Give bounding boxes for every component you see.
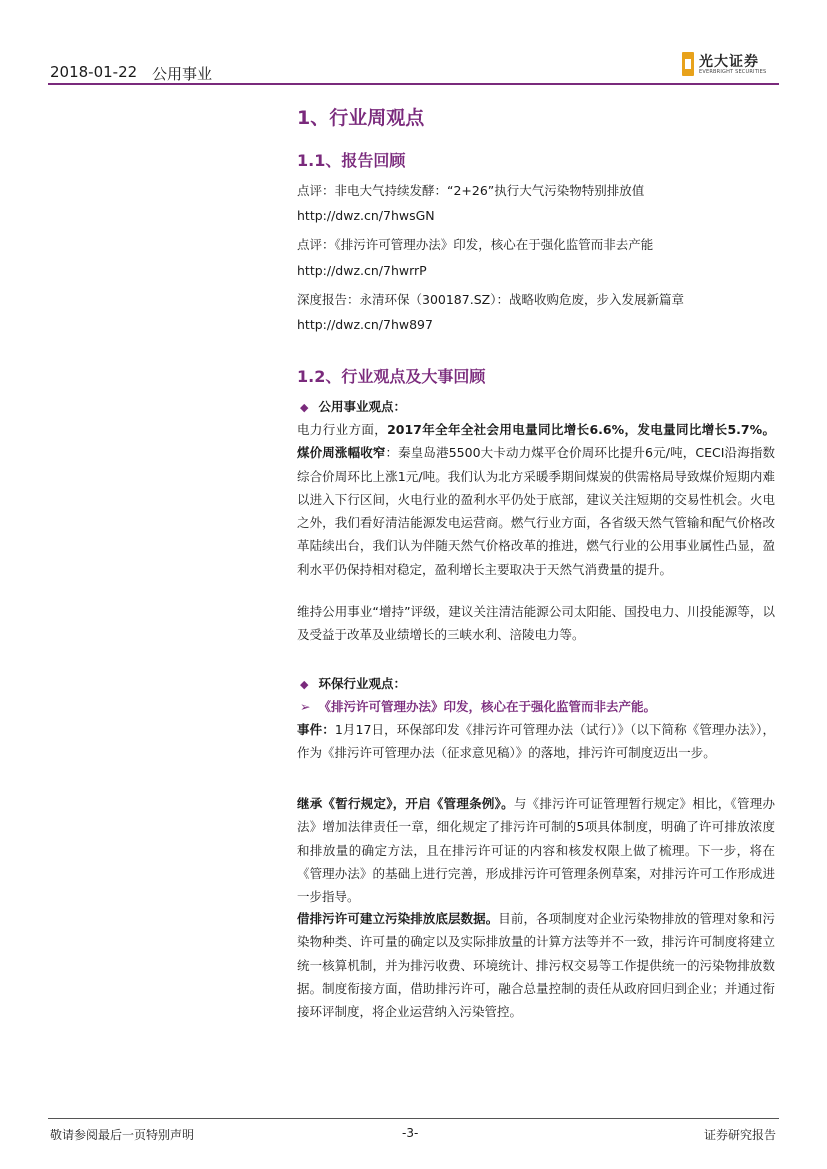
env-sub-bullet-text: 《排污许可管理办法》印发，核心在于强化监管而非去产能。 (318, 699, 656, 714)
logo-text-en: EVERBRIGHT SECURITIES (699, 69, 767, 75)
logo-text-cn: 光大证券 (699, 54, 759, 70)
utility-rating-paragraph: 维持公用事业“增持”评级，建议关注清洁能源公司太阳能、国投电力、川投能源等，以及受益于改革及业绩增长的三峡水利、涪陵电力等。 (297, 604, 775, 643)
brand-logo (682, 52, 782, 78)
report-link[interactable]: http://dwz.cn/7hwsGN (297, 208, 435, 223)
utility-text-intro: 电力行业方面， (297, 422, 388, 437)
diamond-icon: ◆ (300, 401, 309, 414)
footer-divider (48, 1118, 779, 1119)
report-line: 点评：非电大气持续发酵：“2+26”执行大气污染物特别排放值 (297, 183, 645, 198)
header-category: 公用事业 (152, 65, 213, 83)
inherit-paragraph (297, 792, 775, 908)
report-line: 点评：《排污许可管理办法》印发，核心在于强化监管而非去产能 (297, 237, 654, 252)
page-number: -3- (402, 1126, 419, 1140)
subsection-title-report-review: 1.1、报告回顾 (297, 151, 406, 170)
event-text: 1月17日，环保部印发《排污许可管理办法（试行）》（以下简称《管理办法》），作为《排污许可管理办法（征求意见稿）》的落地，排污许可制度迈出一步。 (297, 722, 775, 761)
footer-disclaimer: 敬请参阅最后一页特别声明 (50, 1128, 195, 1142)
utility-bullet-label: 公用事业观点： (318, 399, 406, 414)
event-label: 事件： (297, 722, 335, 737)
data-text: 目前，各项制度对企业污染物排放的管理对象和污染物种类、许可量的确定以及实际排放量的计算方法等并不一致，排污许可制度将建立统一核算机制，并为排污收费、环境统计、排污权交易等工作提供统一的污染物排放数据。制度衔接方面，借助排污许可，融合总量控制的责任从政府回归到企业；并通过衔接环评制度，将企业运营纳入污染管控。 (297, 911, 775, 1020)
data-label: 借排污许可建立污染排放底层数据。 (297, 911, 499, 926)
data-paragraph (297, 907, 775, 1023)
report-link[interactable]: http://dwz.cn/7hw897 (297, 317, 433, 332)
subsection-title-industry-views: 1.2、行业观点及大事回顾 (297, 367, 486, 386)
env-bullet-label: 环保行业观点： (318, 676, 406, 691)
utility-paragraph (297, 418, 775, 581)
report-line: 深度报告：永清环保（300187.SZ）：战略收购危废，步入发展新篇章 (297, 292, 684, 307)
env-sub-bullet (300, 697, 656, 715)
env-bullet (300, 674, 406, 692)
inherit-text: 与《排污许可证管理暂行规定》相比，《管理办法》增加法律责任一章，细化规定了排污许可制的5项具体制度，明确了许可排放浓度和排放量的确定方法，且在排污许可证的内容和核发权限上做了梳理。下一步，将在《管理办法》的基础上进行完善，形成排污许可管理条例草案，对排污许可工作形成进一步指导。 (297, 796, 775, 905)
event-paragraph (297, 718, 775, 765)
section-title: 1、行业周观点 (297, 107, 425, 129)
header-divider (48, 83, 779, 85)
utility-text-highlight: 2017年全年全社会用电量同比增长6.6%，发电量同比增长5.7%。煤价周涨幅收窄 (297, 422, 775, 461)
footer-report-type: 证券研究报告 (704, 1128, 777, 1142)
report-link[interactable]: http://dwz.cn/7hwrrP (297, 263, 427, 278)
arrow-right-icon: ➢ (300, 699, 311, 714)
header-date: 2018-01-22 (50, 63, 138, 81)
logo-mark-icon (682, 52, 694, 76)
utility-bullet (300, 397, 406, 415)
utility-text-body: ：秦皇岛港5500大卡动力煤平仓价周环比提升6元/吨，CECI沿海指数综合价周环比上涨1元/吨。我们认为北方采暖季期间煤炭的供需格局导致煤价短期内难以进入下行区间，火电行业的盈利水平仍处于底部，建议关注短期的交易性机会。火电之外，我们看好清洁能源发电运营商。燃气行业方面，各省级天然气管输和配气价格改革陆续出台，我们认为伴随天然气价格改革的推进，燃气行业的公用事业属性凸显，盈利水平仍保持相对稳定，盈利增长主要取决于天然气消费量的提升。 (297, 445, 775, 577)
inherit-label: 继承《暂行规定》，开启《管理条例》。 (297, 796, 514, 811)
diamond-icon: ◆ (300, 678, 309, 691)
